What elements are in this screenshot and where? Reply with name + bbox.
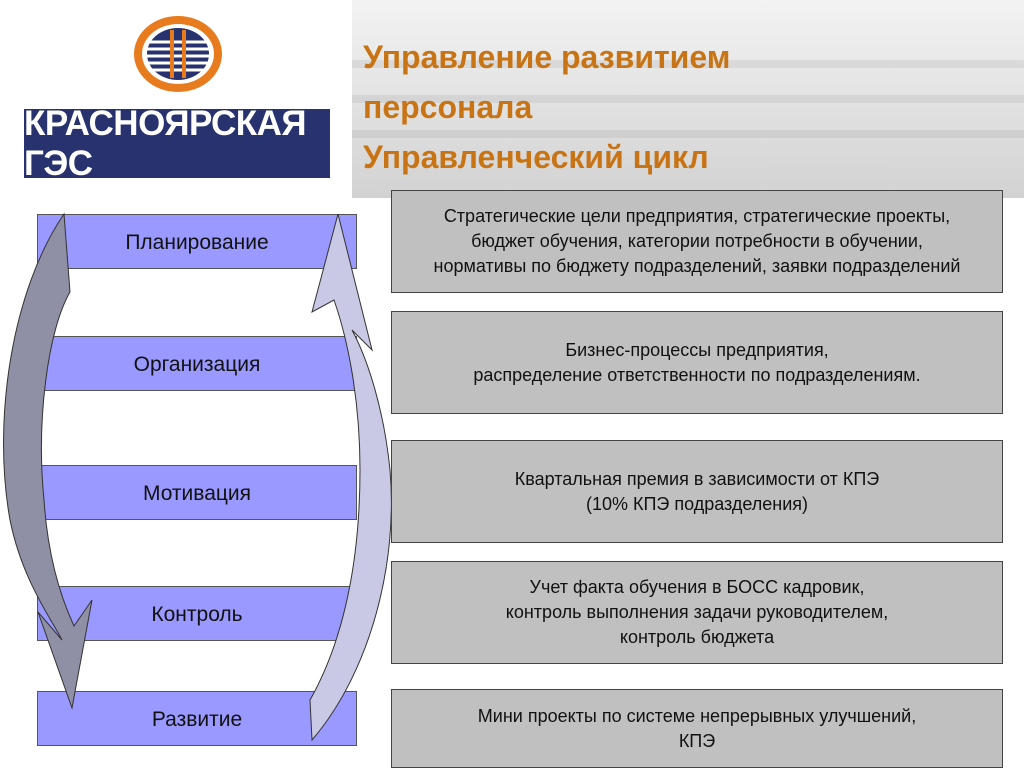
title-line-3: Управленческий цикл	[363, 139, 709, 175]
stage-label: Мотивация	[142, 482, 252, 505]
page-title	[363, 32, 983, 182]
stage-motivation	[37, 465, 357, 520]
stage-development	[37, 691, 357, 746]
detail-line: КПЭ	[678, 730, 716, 751]
detail-line: Мини проекты по системе непрерывных улучшений,	[477, 705, 917, 726]
detail-development	[391, 689, 1003, 768]
detail-planning	[391, 190, 1003, 293]
detail-line: Квартальная премия в зависимости от КПЭ	[514, 468, 880, 489]
detail-line: бюджет обучения, категории потребности в обучении,	[471, 231, 923, 251]
detail-line: (10% КПЭ подразделения)	[585, 493, 809, 514]
detail-line: контроль бюджета	[619, 627, 775, 647]
title-line-2: персонала	[363, 89, 533, 125]
detail-line: нормативы по бюджету подразделений, заявки подразделений	[433, 256, 961, 276]
detail-control	[391, 561, 1003, 664]
stage-organization	[37, 336, 357, 391]
logo-wordmark	[24, 103, 330, 183]
stage-control	[37, 586, 357, 641]
stage-label: Контроль	[151, 603, 243, 626]
detail-line: Стратегические цели предприятия, стратегические проекты,	[443, 206, 951, 226]
logo-text: КРАСНОЯРСКАЯ ГЭС	[24, 103, 307, 183]
hydro-station-emblem-icon	[132, 14, 224, 94]
detail-line: контроль выполнения задачи руководителем,	[505, 602, 889, 622]
stage-label: Планирование	[125, 231, 269, 254]
detail-organization	[391, 311, 1003, 414]
stage-label: Организация	[133, 353, 261, 376]
detail-line: распределение ответственности по подразделениям.	[473, 364, 921, 385]
detail-line: Учет факта обучения в БОСС кадровик,	[529, 577, 865, 597]
stage-planning	[37, 214, 357, 269]
stage-label: Развитие	[151, 708, 243, 731]
detail-motivation	[391, 440, 1003, 543]
title-line-1: Управление развитием	[363, 39, 731, 75]
detail-line: Бизнес-процессы предприятия,	[565, 339, 829, 360]
